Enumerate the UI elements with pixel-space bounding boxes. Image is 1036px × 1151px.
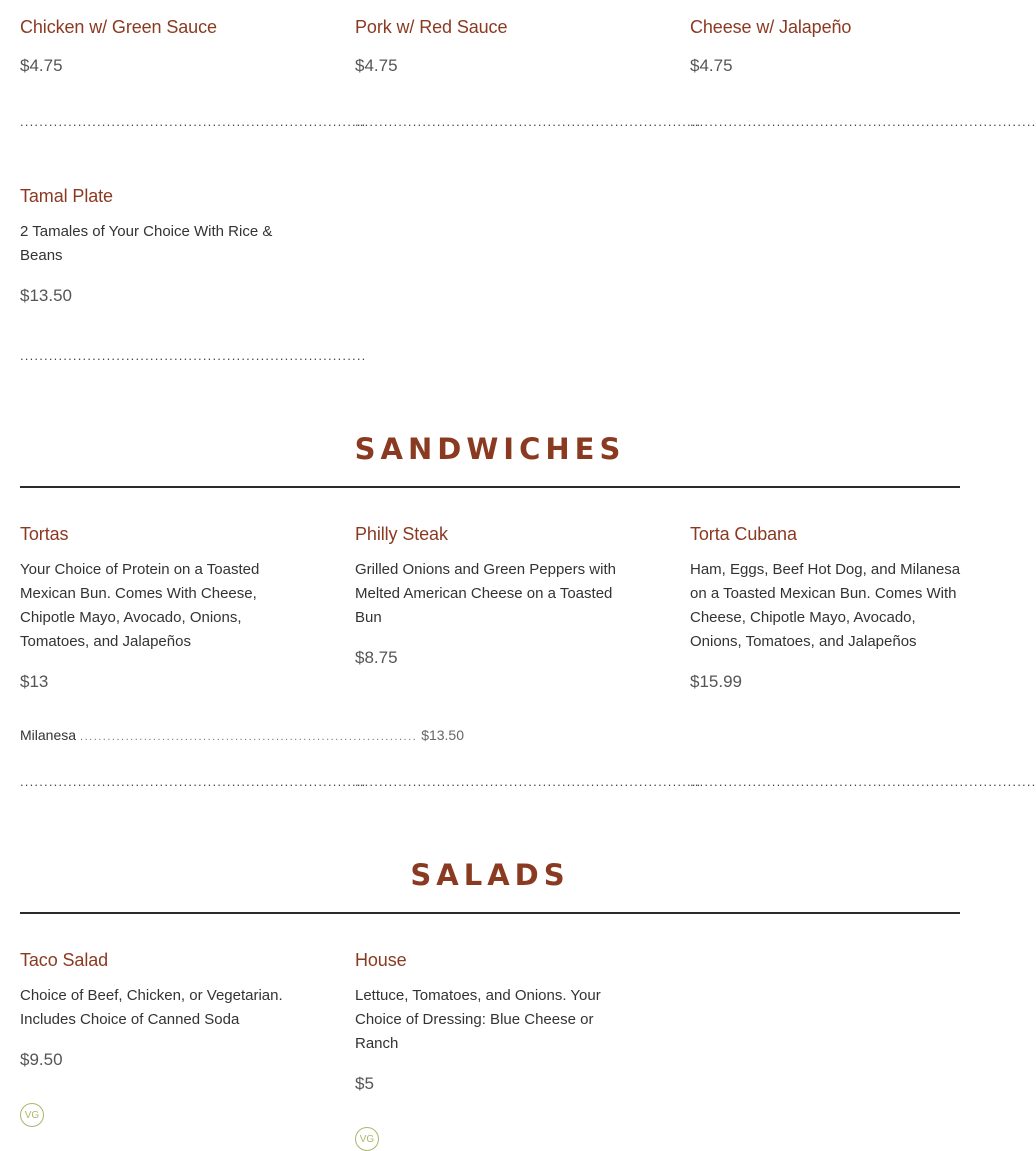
item-price: $4.75 xyxy=(20,56,63,75)
menu-item xyxy=(690,523,965,692)
dotted-divider: ........................................................................ xyxy=(20,348,367,363)
vegetarian-badge-icon: VG xyxy=(355,1127,379,1151)
menu-item xyxy=(20,949,292,1070)
item-name: House xyxy=(355,950,407,970)
item-price: $8.75 xyxy=(355,648,398,667)
dotted-divider: ........................................................................ xyxy=(20,774,367,789)
item-price: $4.75 xyxy=(690,56,733,75)
menu-item xyxy=(20,523,292,692)
item-description: Your Choice of Protein on a Toasted Mexican Bun. Comes With Cheese, Chipotle Mayo, Avocado, Onions, Tomatoes, and Jalapeños xyxy=(20,561,260,650)
item-price: $4.75 xyxy=(355,56,398,75)
option-label: Milanesa xyxy=(20,727,77,743)
item-name: Chicken w/ Green Sauce xyxy=(20,17,217,37)
item-description: Choice of Beef, Chicken, or Vegetarian. Includes Choice of Canned Soda xyxy=(20,987,283,1028)
item-price: $5 xyxy=(355,1074,374,1093)
menu-item xyxy=(355,16,627,76)
section-divider xyxy=(20,912,960,914)
option-leader: .......................................................................... xyxy=(80,731,418,743)
item-name: Taco Salad xyxy=(20,950,109,970)
menu-item xyxy=(355,523,627,668)
dotted-divider: ........................................................................ xyxy=(690,774,1036,789)
item-description: Ham, Eggs, Beef Hot Dog, and Milanesa on a Toasted Mexican Bun. Comes With Cheese, Chipotle Mayo, Avocado, Onions, Tomatoes, and Jalapeños xyxy=(690,561,961,650)
item-price: $15.99 xyxy=(690,672,742,691)
dotted-divider: ........................................................................ xyxy=(690,114,1036,129)
item-description: Lettuce, Tomatoes, and Onions. Your Choice of Dressing: Blue Cheese or Ranch xyxy=(355,987,601,1052)
vegetarian-badge-icon: VG xyxy=(20,1103,44,1127)
item-name: Cheese w/ Jalapeño xyxy=(690,17,852,37)
section-divider xyxy=(20,486,960,488)
item-name: Pork w/ Red Sauce xyxy=(355,17,508,37)
menu-item xyxy=(20,16,292,76)
dotted-divider: ........................................................................ xyxy=(20,114,367,129)
option-price: $13.50 xyxy=(421,727,465,743)
item-name: Torta Cubana xyxy=(690,524,797,544)
item-description: Grilled Onions and Green Peppers with Melted American Cheese on a Toasted Bun xyxy=(355,561,616,626)
item-price: $9.50 xyxy=(20,1050,63,1069)
menu-item xyxy=(690,16,965,76)
item-description: 2 Tamales of Your Choice With Rice & Beans xyxy=(20,223,273,264)
item-name: Philly Steak xyxy=(355,524,448,544)
item-name: Tortas xyxy=(20,524,69,544)
menu-item xyxy=(355,949,627,1094)
section-title-sandwiches: SANDWICHES xyxy=(354,432,626,466)
price-option-row xyxy=(20,727,465,743)
section-title-salads: SALADS xyxy=(410,858,570,892)
item-price: $13.50 xyxy=(20,286,72,305)
item-price: $13 xyxy=(20,672,49,691)
menu-item xyxy=(20,185,292,306)
item-name: Tamal Plate xyxy=(20,186,113,206)
dotted-divider: ........................................................................ xyxy=(355,774,702,789)
dotted-divider: ........................................................................ xyxy=(355,114,702,129)
